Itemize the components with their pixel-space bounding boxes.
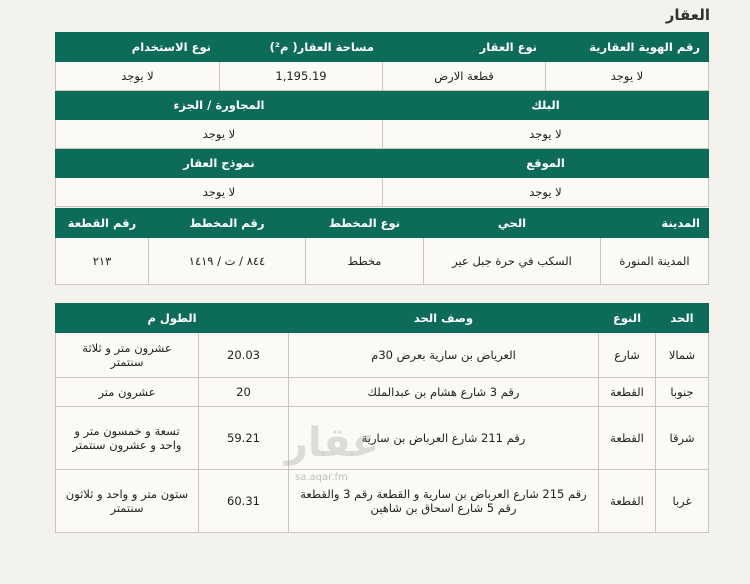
table-row — [56, 333, 709, 378]
header-property-id: رقم الهوية العقارية — [546, 33, 709, 62]
boundary-cell: جنوبا — [656, 378, 709, 407]
watermark-url: sa.aqar.fm — [295, 472, 348, 483]
header-adjacent: المجاورة / الجزء — [56, 91, 383, 120]
boundary-cell: شرقا — [656, 407, 709, 470]
length-cell: 59.21 — [199, 407, 289, 470]
header-city: المدينة — [601, 209, 709, 238]
value-plan-type: مخطط — [306, 238, 424, 285]
type-cell: القطعة — [599, 470, 656, 533]
value-property-area: 1,195.19 — [220, 62, 383, 91]
value-district: السكب في حرة جبل عير — [424, 238, 601, 285]
description-cell: العرياض بن سارية بعرض 30م — [289, 333, 599, 378]
property-info-table — [55, 32, 709, 207]
length-cell: 20.03 — [199, 333, 289, 378]
value-location: لا يوجد — [383, 178, 709, 207]
table-row — [56, 407, 709, 470]
header-property-type: نوع العقار — [383, 33, 546, 62]
type-cell: القطعة — [599, 407, 656, 470]
value-property-type: قطعة الارض — [383, 62, 546, 91]
plan-info-table — [55, 208, 709, 285]
type-cell: القطعة — [599, 378, 656, 407]
description-cell: رقم 3 شارع هشام بن عبدالملك — [289, 378, 599, 407]
length-text-cell: عشرون متر — [56, 378, 199, 407]
value-plot-number: ٢١٣ — [56, 238, 149, 285]
boundary-cell: غربا — [656, 470, 709, 533]
header-plan-type: نوع المخطط — [306, 209, 424, 238]
value-adjacent: لا يوجد — [56, 120, 383, 149]
header-length: الطول م — [56, 304, 289, 333]
header-boundary: الحد — [656, 304, 709, 333]
table-row — [56, 378, 709, 407]
header-description: وصف الحد — [289, 304, 599, 333]
type-cell: شارع — [599, 333, 656, 378]
header-type: النوع — [599, 304, 656, 333]
header-property-model: نموذج العقار — [56, 149, 383, 178]
length-text-cell: عشرون متر و ثلاثة سنتمتر — [56, 333, 199, 378]
length-text-cell: ستون متر و واحد و ثلاثون سنتمتر — [56, 470, 199, 533]
value-bank: لا يوجد — [383, 120, 709, 149]
value-usage-type: لا يوجد — [56, 62, 220, 91]
length-cell: 60.31 — [199, 470, 289, 533]
page-title: العقار — [665, 6, 710, 24]
value-property-model: لا يوجد — [56, 178, 383, 207]
length-text-cell: تسعة و خمسون متر و واحد و عشرون سنتمتر — [56, 407, 199, 470]
description-cell: رقم 215 شارع العرباض بن سارية و القطعة رقم 3 والقطعة رقم 5 شارع اسحاق بن شاهين — [289, 470, 599, 533]
value-plan-number: ٨٤٤ / ت / ١٤١٩ — [149, 238, 306, 285]
header-district: الحي — [424, 209, 601, 238]
description-cell: رقم 211 شارع العرباض بن سارية — [289, 407, 599, 470]
header-plan-number: رقم المخطط — [149, 209, 306, 238]
boundaries-table — [55, 303, 709, 533]
table-row — [56, 470, 709, 533]
header-bank: البلك — [383, 91, 709, 120]
header-property-area: مساحة العقار( م²) — [220, 33, 383, 62]
header-usage-type: نوع الاستخدام — [56, 33, 220, 62]
boundary-cell: شمالا — [656, 333, 709, 378]
length-cell: 20 — [199, 378, 289, 407]
value-city: المدينة المنورة — [601, 238, 709, 285]
header-location: الموقع — [383, 149, 709, 178]
value-property-id: لا يوجد — [546, 62, 709, 91]
watermark-logo: عقار — [285, 420, 380, 466]
header-plot-number: رقم القطعة — [56, 209, 149, 238]
